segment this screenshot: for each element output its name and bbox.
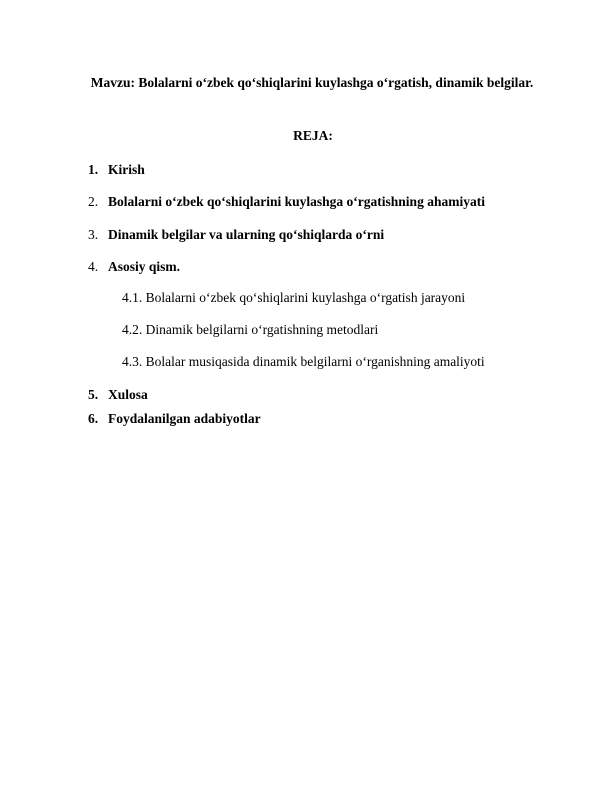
plan-item-6 [88,410,261,428]
plan-item-text: Dinamik belgilar va ularning qo‘shiqlarda o‘rni [108,227,385,242]
plan-item-text: Xulosa [108,387,148,402]
plan-item-3 [88,226,384,244]
plan-item-number: 1. [88,162,99,177]
plan-item-5 [88,386,148,404]
plan-item-number: 3. [88,227,99,242]
document-title: Mavzu: Bolalarni o‘zbek qo‘shiqlarini kuylashga o‘rgatish, dinamik belgilar. [90,75,534,90]
plan-item-text: Bolalarni o‘zbek qo‘shiqlarini kuylashga o‘rgatishning ahamiyati [108,194,485,209]
plan-item-number: 6. [88,411,99,426]
plan-subitem-4-2: 4.2. Dinamik belgilarni o‘rgatishning metodlari [122,322,379,337]
plan-subitem-4-1: 4.1. Bolalarni o‘zbek qo‘shiqlarini kuylashga o‘rgatish jarayoni [122,290,466,305]
plan-item-text: Kirish [108,162,145,177]
plan-item-1 [88,161,145,179]
plan-item-4 [88,258,180,276]
plan-item-number: 5. [88,387,99,402]
plan-item-number: 2. [88,194,99,209]
plan-heading: REJA: [293,128,333,143]
plan-item-text: Foydalanilgan adabiyotlar [108,411,261,426]
plan-subitem-4-3: 4.3. Bolalar musiqasida dinamik belgilarni o‘rganishning amaliyoti [122,354,485,369]
plan-item-text: Asosiy qism. [108,259,181,274]
plan-item-number: 4. [88,259,99,274]
plan-item-2 [88,193,485,211]
